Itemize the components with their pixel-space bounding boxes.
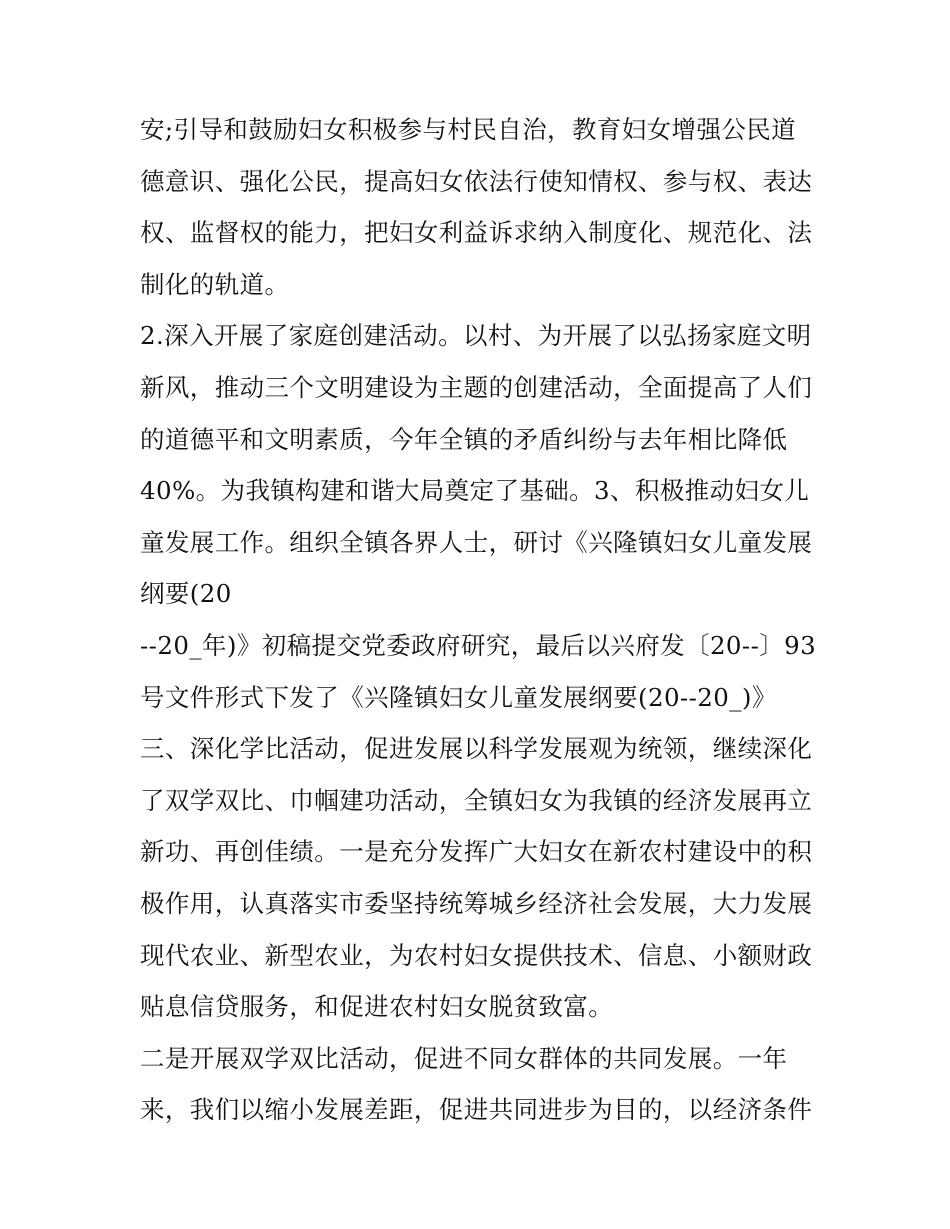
text-line: 安;引导和鼓励妇女积极参与村民自治，教育妇女增强公民道 [140, 115, 797, 144]
text-line: 权、监督权的能力，把妇女利益诉求纳入制度化、规范化、法 [140, 218, 813, 248]
text-line: 纲要(20 [140, 579, 232, 609]
text-line: 贴息信贷服务，和促进农村妇女脱贫致富。 [140, 992, 614, 1022]
body-text [140, 104, 820, 1136]
text-line: 2.深入开展了家庭创建活动。以村、为开展了以弘扬家庭文明 [140, 321, 812, 351]
text-line: 德意识、强化公民，提高妇女依法行使知情权、参与权、表达 [140, 166, 813, 196]
text-line: 40%。为我镇构建和谐大局奠定了基础。3、积极推动妇女儿 [140, 476, 810, 506]
text-line: 新功、再创佳绩。一是充分发挥广大妇女在新农村建设中的积 [140, 837, 813, 867]
text-line: 童发展工作。组织全镇各界人士，研讨《兴隆镇妇女儿童发展 [140, 527, 813, 557]
text-line: 二是开展双学双比活动，促进不同女群体的共同发展。一年 [140, 1043, 788, 1073]
text-line: 制化的轨道。 [140, 269, 290, 299]
text-line: --20_年)》初稿提交党委政府研究，最后以兴府发〔20--〕93 [140, 630, 817, 660]
text-line: 新风，推动三个文明建设为主题的创建活动，全面提高了人们 [140, 372, 813, 402]
text-line: 号文件形式下发了《兴隆镇妇女儿童发展纲要(20--20_)》 [140, 682, 777, 712]
text-line: 来，我们以缩小发展差距，促进共同进步为目的，以经济条件 [140, 1095, 813, 1125]
text-line: 极作用，认真落实市委坚持统筹城乡经济社会发展，大力发展 [140, 888, 813, 918]
text-line: 了双学双比、巾帼建功活动，全镇妇女为我镇的经济发展再立 [140, 785, 813, 815]
text-line: 的道德平和文明素质，今年全镇的矛盾纠纷与去年相比降低 [140, 424, 788, 454]
text-line: 现代农业、新型农业，为农村妇女提供技术、信息、小额财政 [140, 940, 813, 970]
text-line: 三、深化学比活动，促进发展以科学发展观为统领，继续深化 [140, 734, 813, 764]
